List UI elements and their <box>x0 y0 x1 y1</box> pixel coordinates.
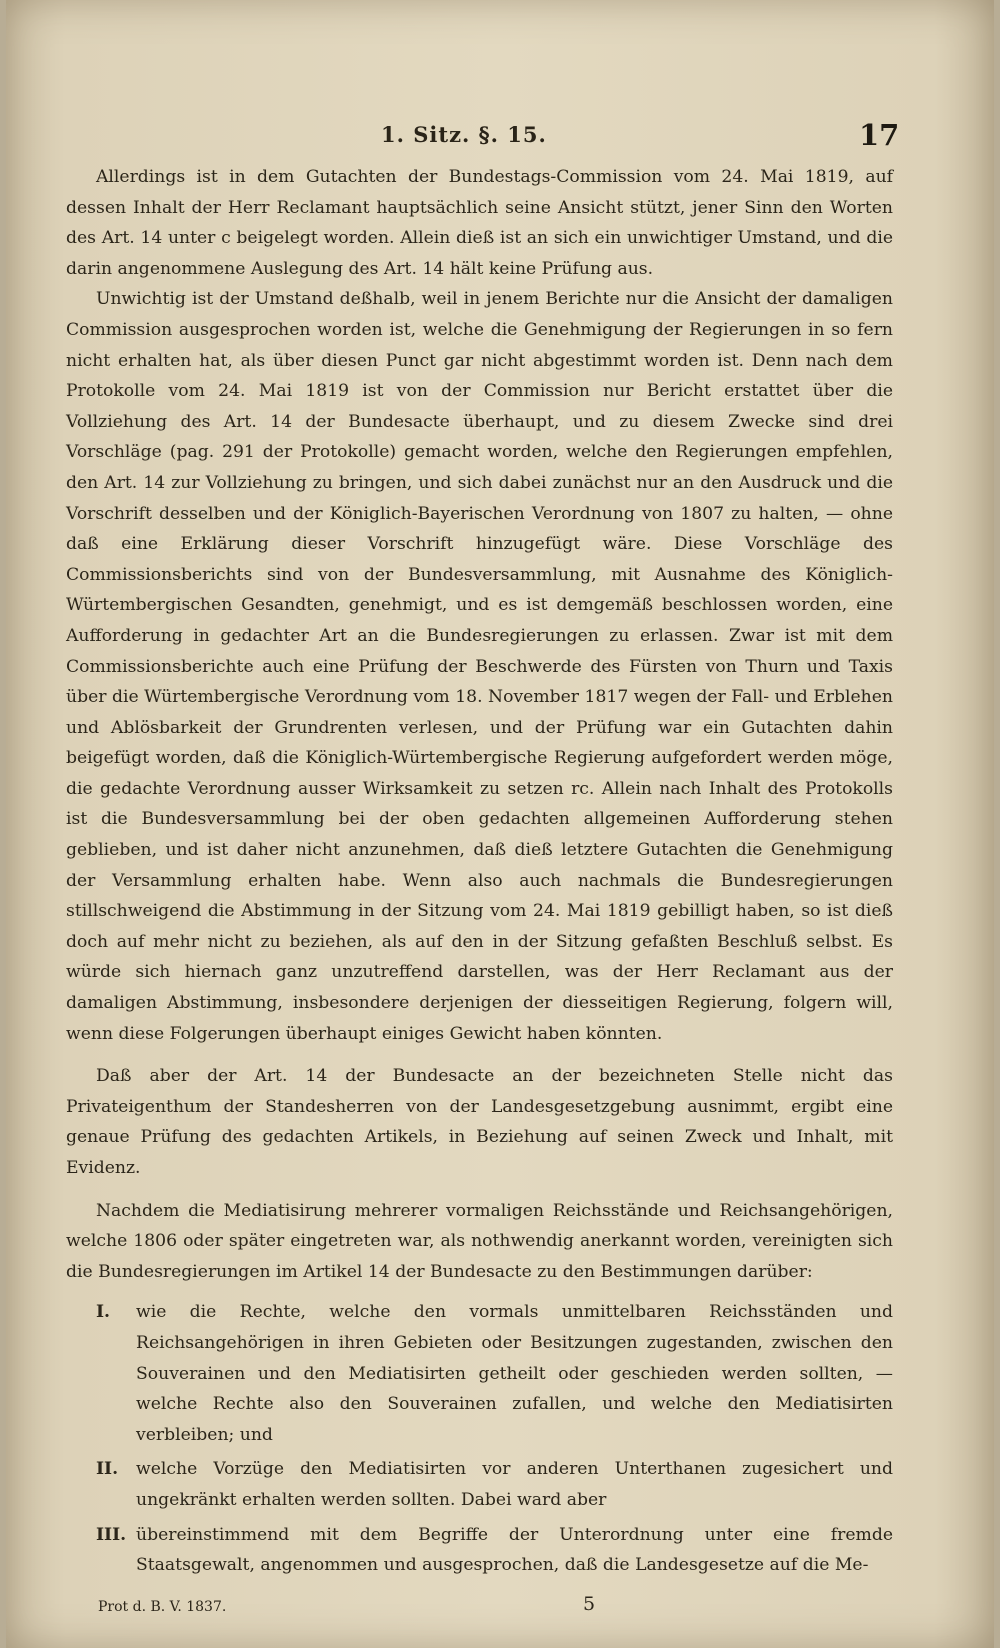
paragraph: Unwichtig ist der Umstand deßhalb, weil in jenem Berichte nur die Ansicht der damaligen Commission ausgesprochen worden ist, welche die Genehmigung der Regierungen in so fern nicht erhalten hat, als über diesen Punct gar nicht abgestimmt worden ist. Denn nach dem Protokolle vom 24. Mai 1819 ist von der Commission nur Bericht erstattet über die Vollziehung des Art. 14 der Bundesacte überhaupt, und zu diesem Zwecke sind drei Vorschläge (pag. 291 der Protokolle) gemacht worden, welche den Regierungen empfehlen, den Art. 14 zur Vollziehung zu bringen, und sich dabei zunächst nur an den Ausdruck und die Vorschrift desselben und der Königlich-Bayerischen Verordnung von 1807 zu halten, — ohne daß eine Erklärung dieser Vorschrift hinzugefügt wäre. Diese Vorschläge des Commissionsberichts sind von der Bundesversammlung, mit Ausnahme des Königlich-Würtembergischen Gesandten, genehmigt, und es ist demgemäß beschlossen worden, eine Aufforderung in gedachter Art an die Bundesregierungen zu erlassen. Zwar ist mit dem Commissionsberichte auch eine Prüfung der Beschwerde des Fürsten von Thurn und Taxis über die Würtembergische Verordnung vom 18. November 1817 wegen der Fall- und Erblehen und Ablösbarkeit der Grundrenten verlesen, und der Prüfung war ein Gutachten dahin beigefügt worden, daß die Königlich-Würtembergische Regierung aufgefordert werden möge, die gedachte Verordnung ausser Wirksamkeit zu setzen rc. Allein nach Inhalt des Protokolls ist die Bundesversammlung bei der oben gedachten allgemeinen Aufforderung stehen geblieben, und ist daher nicht anzunehmen, daß dieß letztere Gutachten die Genehmigung der Versammlung erhalten habe. Wenn also auch nachmals die Bundesregierungen stillschweigend die Abstimmung in der Sitzung vom 24. Mai 1819 gebilligt haben, so ist dieß doch auf mehr nicht zu beziehen, als auf den in der Sitzung gefaßten Beschluß selbst. Es würde sich hiernach ganz unzutreffend darstellen, was der Herr Reclamant aus der damaligen Abstimmung, insbesondere derjenigen der diesseitigen Regierung, folgern will, wenn diese Folgerungen überhaupt einiges Gewicht haben könnten. <box>66 289 893 1044</box>
paragraph: Nachdem die Mediatisirung mehrerer vormaligen Reichsstände und Reichsangehörigen, welche 1806 oder später eingetreten war, als nothwendig anerkannt worden, vereinigten sich die Bundesregierungen im Artikel 14 der Bundesacte zu den Bestimmungen darüber: <box>66 1200 893 1282</box>
protocol-reference: Prot d. B. V. 1837. <box>98 1599 227 1615</box>
list-item-number: I. <box>96 1302 111 1323</box>
list-item-text: welche Vorzüge den Mediatisirten vor anderen Unterthanen zugesichert und ungekränkt erhalten werden sollten. Dabei ward aber <box>136 1459 893 1510</box>
list-item <box>66 1297 893 1450</box>
list-item <box>66 1520 893 1581</box>
list-item-text: übereinstimmend mit dem Begriffe der Unterordnung unter eine fremde Staatsgewalt, angenommen und ausgesprochen, daß die Landesgesetze auf die Me- <box>136 1524 893 1576</box>
paragraph: Daß aber der Art. 14 der Bundesacte an der bezeichneten Stelle nicht das Privateigenthum der Standesherren von der Landesgesetzgebung ausnimmt, ergibt eine genaue Prüfung des gedachten Artikels, in Beziehung auf seinen Zweck und Inhalt, mit Evidenz. <box>66 1066 893 1178</box>
book-page <box>6 0 994 1648</box>
paragraph: Allerdings ist in dem Gutachten der Bundestags-Commission vom 24. Mai 1819, auf dessen Inhalt der Herr Reclamant hauptsächlich seine Ansicht stützt, jener Sinn den Worten des Art. 14 unter c beigelegt worden. Allein dieß ist an sich ein unwichtiger Umstand, und die darin angenommene Auslegung des Art. 14 hält keine Prüfung aus. <box>66 167 893 279</box>
list-item-number: II. <box>96 1459 119 1480</box>
list-item <box>66 1454 893 1515</box>
list-item-number: III. <box>96 1524 127 1545</box>
signature-mark: 5 <box>583 1593 596 1615</box>
page-header <box>6 120 994 160</box>
body-text <box>66 162 893 1581</box>
page-number: 17 <box>859 118 900 152</box>
list-item-text: wie die Rechte, welche den vormals unmittelbaren Reichsständen und Reichsangehörigen in ihren Gebieten oder Besitzungen zugestanden, zwischen den Souverainen und den Mediatisirten getheilt oder geschieden werden sollten, — welche Rechte also den Souverainen zufallen, und welche den Mediatisirten verbleiben; und <box>136 1302 893 1445</box>
section-heading: 1. Sitz. §. 15. <box>381 122 547 147</box>
page-footer <box>6 1595 994 1625</box>
numbered-list <box>66 1297 893 1580</box>
